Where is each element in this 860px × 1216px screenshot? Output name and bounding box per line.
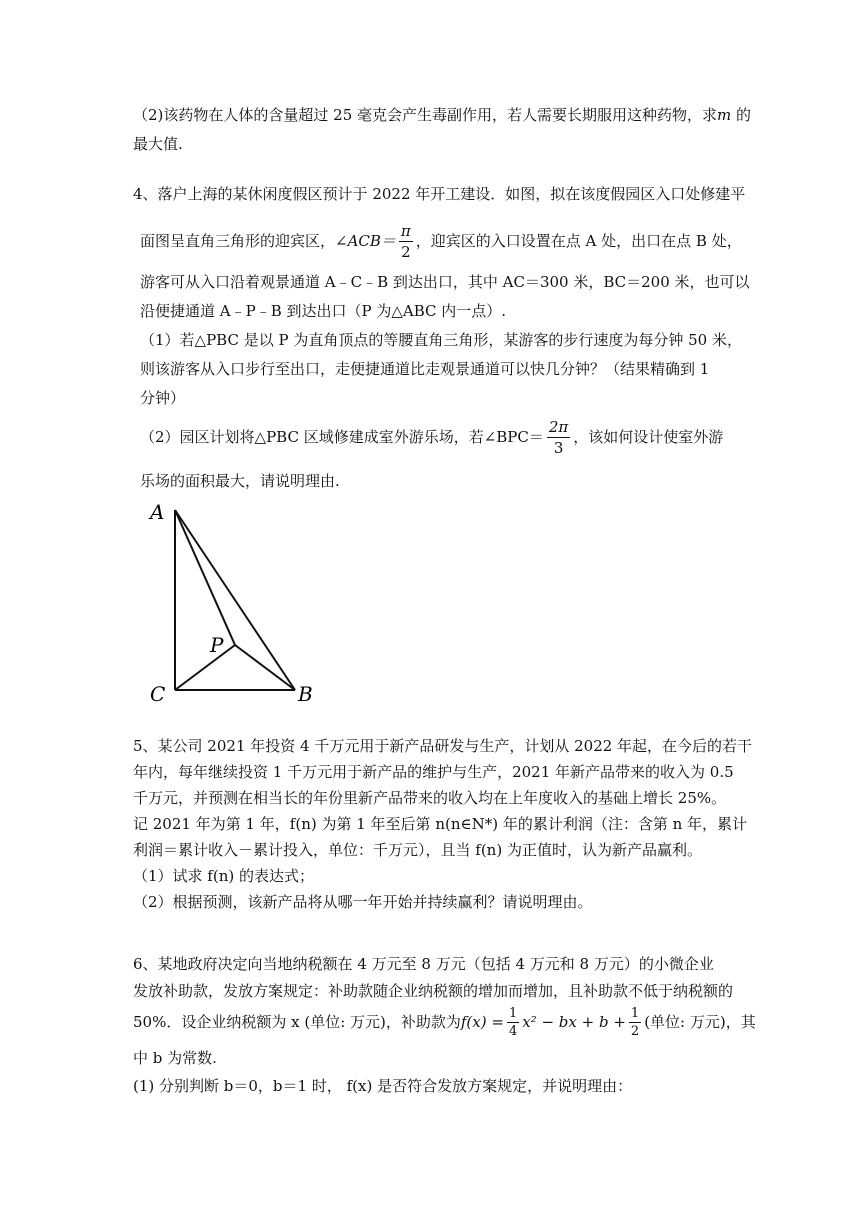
q4-p2-text-end: ，该如何设计使室外游 xyxy=(573,428,724,446)
q6-line3-text-end: (单位: 万元)，其 xyxy=(644,1013,756,1031)
q4-fraction-pi-over-2 xyxy=(399,221,413,262)
q4-fraction-2pi-over-3 xyxy=(547,417,570,458)
edge-pc xyxy=(175,645,235,690)
q4-frac-num: π xyxy=(400,221,411,240)
q4-frac-den: 2 xyxy=(401,242,411,261)
q4-line1: 4、落户上海的某休闲度假区预计于 2022 年开工建设．如图，拟在该度假园区入口处修建平 xyxy=(133,185,746,203)
q4-p2-frac-num: 2π xyxy=(548,417,569,436)
q3-part2-line2: 最大值. xyxy=(133,135,183,153)
q6-line3 xyxy=(133,1000,756,1044)
q5-line1: 5、某公司 2021 年投资 4 千万元用于新产品研发与生产，计划从 2022 年起，在今后的若干 xyxy=(133,737,753,755)
q6-line1: 6、某地政府决定向当地纳税额在 4 万元至 8 万元（包括 4 万元和 8 万元）的小微企业 xyxy=(133,955,714,973)
q4-line3: 游客可从入口沿着观景通道 A﹣C﹣B 到达出口，其中 AC＝300 米，BC＝200 米，也可以 xyxy=(140,273,750,291)
label-p: P xyxy=(210,633,224,657)
q6-line3-text: 50%．设企业纳税额为 x (单位: 万元)，补助款为 xyxy=(133,1013,461,1031)
q6-f2-den: 2 xyxy=(630,1023,640,1039)
q5-line2: 年内，每年继续投资 1 千万元用于新产品的维护与生产，2021 年新产品带来的收入为 0.5 xyxy=(133,763,734,781)
q6-f2-num: 1 xyxy=(630,1005,640,1021)
label-c: C xyxy=(150,682,166,705)
q3-part2-text-end: 的 xyxy=(731,106,752,124)
q5-line6: （1）试求 f(n) 的表达式； xyxy=(133,867,314,885)
q3-part2-text: （2)该药物在人体的含量超过 25 毫克会产生毒副作用，若人需要长期服用这种药物，求 xyxy=(133,106,718,124)
q6-line4: 中 b 为常数. xyxy=(133,1049,217,1067)
q6-frac-half xyxy=(629,1005,641,1040)
q4-line2 xyxy=(140,218,742,264)
q6-line5: (1) 分别判断 b＝0，b＝1 时， f(x) 是否符合发放方案规定，并说明理由： xyxy=(133,1077,633,1095)
q4-p2-line2: 乐场的面积最大，请说明理由. xyxy=(140,472,340,490)
q4-line4: 沿便捷通道 A﹣P﹣B 到达出口（P 为△ABC 内一点）. xyxy=(140,302,507,320)
q4-line2-text: 面图呈直角三角形的迎宾区， xyxy=(140,232,336,250)
q6-line2: 发放补助款，发放方案规定：补助款随企业纳税额的增加而增加，且补助款不低于纳税额的 xyxy=(133,982,734,1000)
q4-triangle-figure xyxy=(140,495,320,705)
q6-formula-mid: x² − bx + b + xyxy=(522,1013,626,1031)
q6-f1-den: 4 xyxy=(508,1023,518,1039)
q5-line5: 利润＝累计收入－累计投入，单位：千万元），且当 f(n) 为正值时，认为新产品赢利。 xyxy=(133,841,702,859)
edge-pb xyxy=(235,645,295,690)
q4-p2-text: （2）园区计划将△PBC 区域修建成室外游乐场，若∠BPC＝ xyxy=(140,428,544,446)
q4-p2-line1 xyxy=(140,414,723,460)
q3-part2-line1 xyxy=(133,104,751,126)
label-a: A xyxy=(150,500,165,524)
q4-line2-text-end: ，迎宾区的入口设置在点 A 处，出口在点 B 处， xyxy=(415,232,742,250)
edge-ab xyxy=(175,510,295,690)
q6-formula-lhs: f(x) = xyxy=(460,1013,504,1031)
q5-line4: 记 2021 年为第 1 年，f(n) 为第 1 年至后第 n(n∈N*) 年的累计利润（注：含第 n 年，累计 xyxy=(133,815,748,833)
q4-p1-line1: （1）若△PBC 是以 P 为直角顶点的等腰直角三角形，某游客的步行速度为每分钟 50 米， xyxy=(140,331,742,349)
q6-f1-num: 1 xyxy=(508,1005,518,1021)
edge-ap xyxy=(175,510,235,645)
q5-line3: 千万元，并预测在相当长的年份里新产品带来的收入均在上年度收入的基础上增长 25%。 xyxy=(133,789,727,807)
q4-p1-line2: 则该游客从入口步行至出口，走便捷通道比走观景通道可以快几分钟？（结果精确到 1 xyxy=(140,360,710,378)
q5-line7: （2）根据预测，该新产品将从哪一年开始并持续赢利？请说明理由。 xyxy=(133,893,593,911)
q3-var-m: m xyxy=(717,106,732,124)
q4-p1-line3: 分钟） xyxy=(140,389,186,407)
q6-frac-quarter xyxy=(507,1005,519,1040)
q4-p2-frac-den: 3 xyxy=(553,438,564,457)
q4-angle-acb: ∠ACB＝ xyxy=(335,232,396,250)
label-b: B xyxy=(298,682,313,705)
